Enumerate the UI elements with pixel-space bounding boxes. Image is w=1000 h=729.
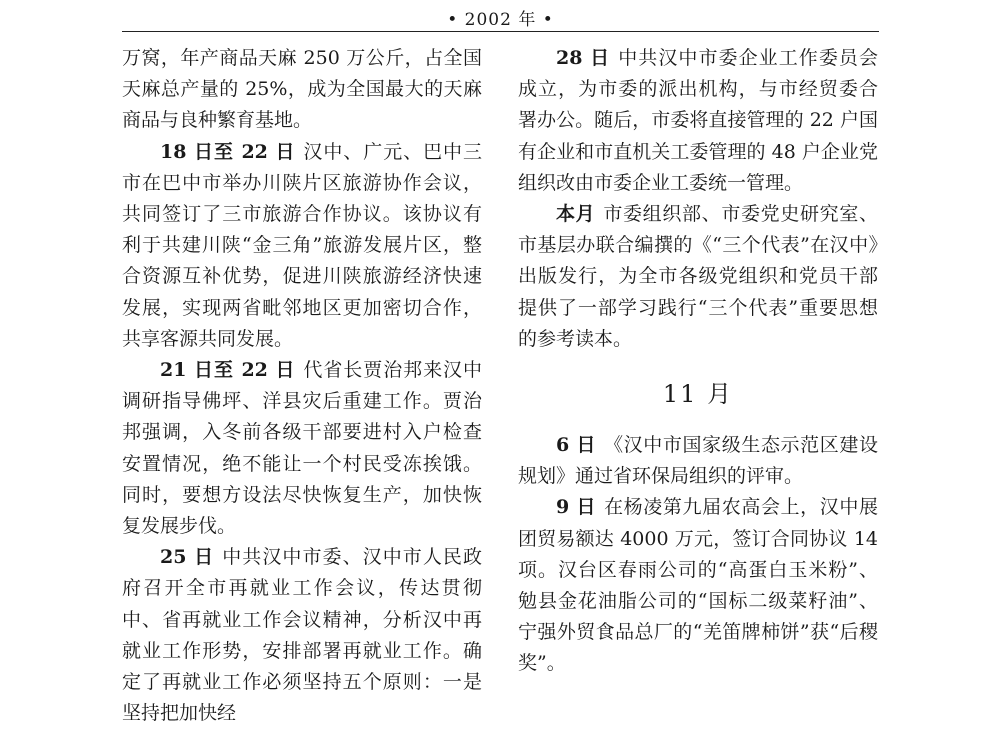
paragraph: 万窝，年产商品天麻 250 万公斤，占全国天麻总产量的 25%，成为全国最大的天麻商品与良种繁育基地。 — [122, 47, 482, 132]
entry-text: 中共汉中市委、汉中市人民政府召开全市再就业工作会议，传达贯彻中、省再就业工作会议精神，分析汉中再就业工作形势，安排部署再就业工作。确定了再就业工作必须坚持五个原则：一是坚持把加快经 — [122, 546, 482, 725]
entry-text: 《汉中市国家级生态示范区建设规划》通过省环保局组织的评审。 — [518, 434, 878, 488]
entry-paragraph — [122, 355, 482, 542]
page-header — [122, 0, 879, 32]
month-heading: 11 月 — [662, 380, 734, 409]
entry-paragraph — [518, 199, 878, 355]
entry-date: 本月 — [556, 203, 596, 226]
entry-text: 市委组织部、市委党史研究室、市基层办联合编撰的《“三个代表”在汉中》出版发行，为全市各级党组织和党员干部提供了一部学习践行“三个代表”重要思想的参考读本。 — [518, 203, 878, 350]
running-header-year: • 2002 年 • — [447, 10, 554, 30]
entry-paragraph — [518, 492, 878, 679]
entry-date: 25 日 — [160, 546, 215, 569]
entry-text: 代省长贾治邦来汉中调研指导佛坪、洋县灾后重建工作。贾治邦强调，入冬前各级干部要进村入户检查安置情况，绝不能让一个村民受冻挨饿。同时，要想方设法尽快恢复生产，加快恢复发展步伐。 — [122, 359, 482, 538]
entry-date: 28 日 — [556, 47, 611, 69]
entry-paragraph — [518, 43, 878, 199]
left-column — [122, 43, 482, 729]
entry-date: 21 日至 22 日 — [160, 359, 296, 382]
entry-paragraph — [122, 137, 482, 355]
right-column — [518, 43, 878, 680]
entry-date: 9 日 — [556, 496, 597, 519]
entry-date: 6 日 — [556, 434, 597, 457]
entry-text: 在杨凌第九届农高会上，汉中展团贸易额达 4000 万元，签订合同协议 14 项。汉台区春雨公司的“高蛋白玉米粉”、勉县金花油脂公司的“国标二级菜籽油”、宁强外贸食品总厂的“羌笛牌柿饼”获“后稷奖”。 — [518, 496, 878, 675]
entry-text: 中共汉中市委企业工作委员会成立，为市委的派出机构，与市经贸委合署办公。随后，市委将直接管理的 22 户国有企业和市直机关工委管理的 48 户企业党组织改由市委企业工委统一管理。 — [518, 47, 878, 194]
entry-text: 汉中、广元、巴中三市在巴中市举办川陕片区旅游协作会议，共同签订了三市旅游合作协议。该协议有利于共建川陕“金三角”旅游发展片区，整合资源互补优势，促进川陕旅游经济快速发展，实现两省毗邻地区更加密切合作，共享客源共同发展。 — [122, 140, 482, 350]
entry-paragraph — [122, 542, 482, 729]
entry-paragraph — [518, 430, 878, 492]
entry-date: 18 日至 22 日 — [160, 140, 296, 163]
